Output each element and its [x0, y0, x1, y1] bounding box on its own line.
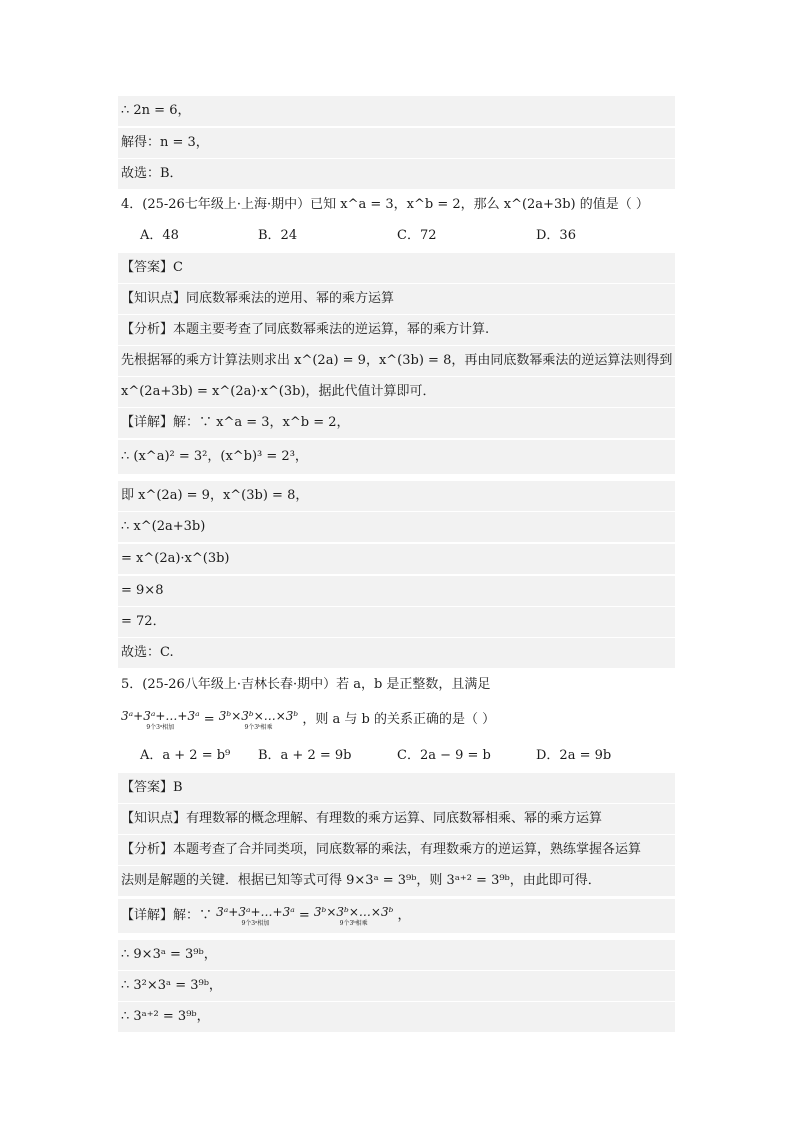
conclusion-line: 故选：B．: [121, 166, 183, 181]
knowledge-line: [118, 804, 675, 834]
math-line: ∴ 2n = 6，: [121, 103, 191, 118]
detail-line: [118, 940, 675, 970]
question-5-stem: [118, 670, 675, 700]
detail-text: ∴ (x^a)² = 3²，(x^b)³ = 2³，: [121, 449, 308, 464]
detail-line: [118, 607, 675, 637]
sum-caption: 9个3ᵃ相加: [146, 724, 175, 731]
answer-text: 【答案】B: [121, 780, 183, 795]
question-source: 5．(25-26八年级上·吉林长春·期中）若 a，b 是正整数，且满足: [121, 677, 491, 692]
math-line: 解得：n = 3，: [121, 135, 209, 150]
solution-line: [118, 159, 675, 189]
option-d: D．36: [536, 228, 576, 243]
solution-line: [118, 128, 675, 158]
question-4-stem: [118, 190, 675, 220]
question-condition: x^a = 3，x^b = 2，那么 x^(2a+3b) 的值是（ ）: [340, 197, 649, 212]
analysis-line: [118, 835, 675, 865]
answer-line: [118, 253, 675, 283]
analysis-text: 法则是解题的关键．根据已知等式可得 9×3ᵃ = 3⁹ᵇ，则 3ᵃ⁺² = 3⁹ᵇ，由此即可得．: [121, 873, 601, 888]
detail-text: ∴ 3²×3ᵃ = 3⁹ᵇ，: [121, 978, 222, 993]
knowledge-text: 【知识点】同底数幂乘法的逆用、幂的乘方运算: [121, 291, 395, 306]
option-d: D．2a = 9b: [536, 748, 612, 763]
solution-line: [118, 96, 675, 126]
option-b: B．a + 2 = 9b: [258, 748, 352, 763]
detail-line: [118, 544, 675, 574]
option-a: A．a + 2 = b⁹: [140, 748, 231, 763]
detail-text: = x^(2a)·x^(3b): [121, 551, 230, 566]
sum-expression: 3ᵃ+3ᵃ+…+3ᵃ 9个3ᵃ相加: [121, 709, 200, 731]
detail-line: [118, 440, 675, 474]
question-4-options: [140, 221, 660, 251]
detail-line: [118, 638, 675, 668]
detail-prefix: 【详解】解：∵: [121, 908, 213, 923]
option-c: C．2a − 9 = b: [397, 748, 491, 763]
detail-text: = 9×8: [121, 583, 164, 598]
analysis-line: [118, 315, 675, 345]
product-expression: 3ᵇ×3ᵇ×…×3ᵇ 9个3ᵇ相乘: [313, 905, 394, 927]
answer-text: 【答案】C: [121, 260, 183, 275]
product-caption: 9个3ᵇ相乘: [339, 920, 368, 927]
detail-line: [118, 408, 675, 438]
analysis-text: x^(2a+3b) = x^(2a)·x^(3b)，据此代值计算即可．: [121, 384, 436, 399]
sum-caption: 9个3ᵃ相加: [241, 920, 270, 927]
detail-line: [118, 1002, 675, 1032]
analysis-text: 【分析】本题主要考查了同底数幂乘法的逆运算，幂的乘方计算.: [121, 322, 490, 337]
analysis-line: [118, 346, 675, 376]
question-5-options: [140, 741, 660, 771]
option-a: A．48: [140, 228, 179, 243]
knowledge-text: 【知识点】有理数幂的概念理解、有理数的乘方运算、同底数幂相乘、幂的乘方运算: [121, 811, 603, 826]
conclusion-text: 故选：C.: [121, 645, 174, 660]
product-caption: 9个3ᵇ相乘: [244, 724, 273, 731]
option-c: C．72: [397, 228, 437, 243]
detail-text: = 72．: [121, 614, 166, 629]
analysis-text: 先根据幂的乘方计算法则求出 x^(2a) = 9，x^(3b) = 8，再由同底数幂乘法的逆运算法则得到: [121, 353, 673, 368]
analysis-line: [118, 377, 675, 407]
detail-line: 【详解】解：∵ 3ᵃ+3ᵃ+…+3ᵃ 9个3ᵃ相加 = 3ᵇ×3ᵇ×…×3ᵇ 9个3ᵇ相乘 ，: [118, 899, 675, 933]
detail-line: [118, 481, 675, 511]
detail-text: 【详解】解：∵ x^a = 3，x^b = 2，: [121, 415, 350, 430]
detail-line: [118, 512, 675, 542]
question-5-condition: 3ᵃ+3ᵃ+…+3ᵃ 9个3ᵃ相加 = 3ᵇ×3ᵇ×…×3ᵇ 9个3ᵇ相乘 ，则 a 与 b 的关系正确的是（ ）: [121, 709, 496, 731]
sum-expression: 3ᵃ+3ᵃ+…+3ᵃ 9个3ᵃ相加: [216, 905, 295, 927]
detail-line: [118, 576, 675, 606]
analysis-line: [118, 866, 675, 896]
detail-text: ∴ 9×3ᵃ = 3⁹ᵇ，: [121, 947, 217, 962]
detail-text: ∴ 3ᵃ⁺² = 3⁹ᵇ，: [121, 1009, 210, 1024]
analysis-text: 【分析】本题考查了合并同类项，同底数幂的乘法，有理数乘方的逆运算，熟练掌握各运算: [121, 842, 642, 857]
knowledge-line: [118, 284, 675, 314]
condition-tail: ，则 a 与 b 的关系正确的是（ ）: [302, 712, 496, 727]
answer-line: [118, 773, 675, 803]
question-source: 4．(25-26七年级上·上海·期中）已知: [121, 197, 337, 212]
option-b: B．24: [258, 228, 298, 243]
detail-line: [118, 971, 675, 1001]
product-expression: 3ᵇ×3ᵇ×…×3ᵇ 9个3ᵇ相乘: [218, 709, 299, 731]
detail-text: 即 x^(2a) = 9，x^(3b) = 8，: [121, 488, 309, 503]
detail-text: ∴ x^(2a+3b): [121, 519, 206, 534]
